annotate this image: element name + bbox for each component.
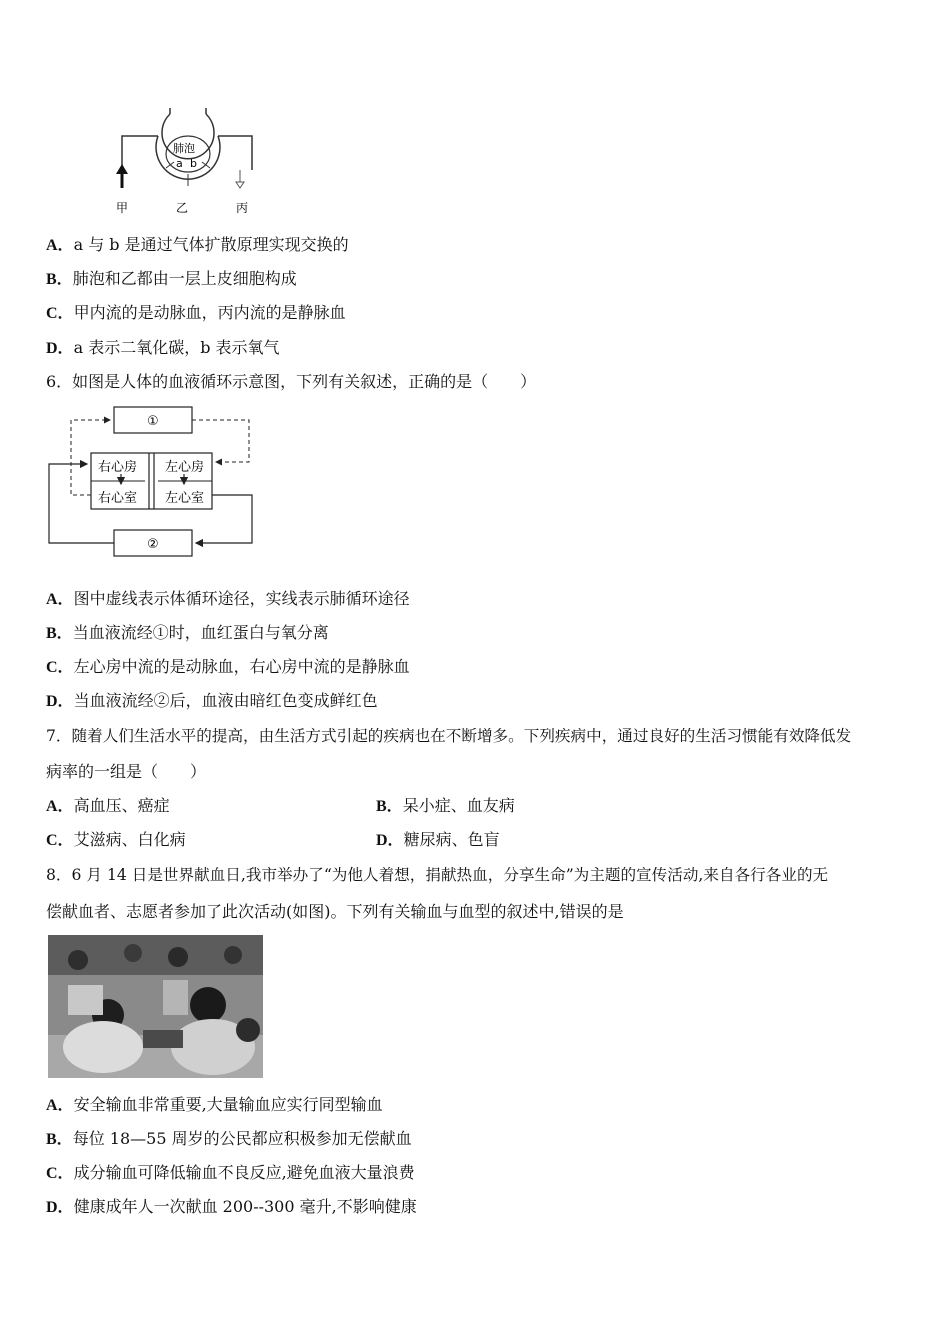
vessel-jia-label: 甲 [116, 201, 129, 215]
option-letter: B． [46, 271, 73, 288]
option-text: 成分输血可降低输血不良反应,避免血液大量浪费 [73, 1163, 415, 1182]
option-text: 每位 18—55 周岁的公民都应积极参加无偿献血 [72, 1129, 412, 1148]
option-text: 甲内流的是动脉血，丙内流的是静脉血 [73, 303, 346, 322]
q5-option-a [46, 234, 349, 257]
option-letter: A． [46, 591, 74, 608]
option-letter: A． [46, 1097, 74, 1114]
option-text: 糖尿病、色盲 [403, 830, 500, 849]
box-1-label: ① [147, 414, 159, 429]
option-text: 高血压、癌症 [73, 796, 170, 815]
q8-option-b [46, 1128, 412, 1151]
option-letter: D． [46, 340, 74, 357]
option-text: 艾滋病、白化病 [73, 830, 186, 849]
option-letter: B． [46, 1131, 73, 1148]
option-letter: C． [46, 1165, 74, 1182]
q5-option-c [46, 302, 346, 325]
q7-option-d [376, 829, 500, 852]
option-letter: C． [46, 832, 74, 849]
alveolus-label: 肺泡 [173, 142, 195, 155]
q6-option-b [46, 622, 329, 645]
q7-option-b [376, 795, 515, 818]
blood-donation-photo [48, 935, 263, 1078]
option-letter: A． [46, 237, 74, 254]
option-letter: D． [46, 1199, 74, 1216]
q8-option-a [46, 1094, 383, 1117]
option-letter: C． [46, 305, 74, 322]
q7-stem-line-2: 病率的一组是（ ） [46, 762, 207, 781]
option-letter: B． [376, 798, 403, 815]
gas-a-label: a [176, 157, 183, 170]
option-text: 安全输血非常重要,大量输血应实行同型输血 [73, 1095, 383, 1114]
q7-option-c [46, 829, 186, 852]
option-text: 当血液流经①时，血红蛋白与氧分离 [72, 623, 329, 642]
option-text: a 表示二氧化碳，b 表示氧气 [73, 338, 280, 357]
option-letter: C． [46, 659, 74, 676]
q7-option-a [46, 795, 170, 818]
right-ventricle-label: 右心室 [98, 491, 138, 506]
vessel-yi-label: 乙 [176, 201, 189, 215]
right-atrium-label: 右心房 [98, 460, 138, 475]
option-letter: B． [46, 625, 73, 642]
left-atrium-label: 左心房 [165, 460, 205, 475]
q6-option-c [46, 656, 410, 679]
vessel-bing-label: 丙 [236, 201, 249, 215]
option-text: 肺泡和乙都由一层上皮细胞构成 [72, 269, 297, 288]
q6-option-a [46, 588, 410, 611]
option-text: a 与 b 是通过气体扩散原理实现交换的 [73, 235, 349, 254]
option-letter: D． [46, 693, 74, 710]
q5-option-d [46, 337, 280, 360]
option-letter: A． [46, 798, 74, 815]
box-2-label: ② [147, 537, 159, 552]
q6-option-d [46, 690, 378, 713]
q5-option-b [46, 268, 297, 291]
option-text: 健康成年人一次献血 200--300 毫升,不影响健康 [73, 1197, 417, 1216]
gas-b-label: b [190, 157, 197, 170]
option-letter: D． [376, 832, 404, 849]
option-text: 呆小症、血友病 [402, 796, 515, 815]
q8-stem-line-2: 偿献血者、志愿者参加了此次活动(如图)。下列有关输血与血型的叙述中,错误的是 [46, 902, 624, 921]
option-text: 左心房中流的是动脉血，右心房中流的是静脉血 [73, 657, 410, 676]
q8-option-c [46, 1162, 415, 1185]
alveolus-capillary-figure [110, 108, 270, 218]
option-text: 当血液流经②后，血液由暗红色变成鲜红色 [73, 691, 378, 710]
q8-option-d [46, 1196, 417, 1219]
option-text: 图中虚线表示体循环途径，实线表示肺循环途径 [73, 589, 410, 608]
blood-circulation-diagram [44, 400, 259, 562]
q8-stem-line-1: 8．6 月 14 日是世界献血日,我市举办了“为他人着想，捐献热血，分享生命”为主题的宣传活动,来自各行各业的无 [46, 866, 829, 884]
left-ventricle-label: 左心室 [165, 491, 205, 506]
q7-stem-line-1: 7．随着人们生活水平的提高，由生活方式引起的疾病也在不断增多。下列疾病中，通过良好的生活习惯能有效降低发 [46, 727, 852, 745]
q6-stem: 6．如图是人体的血液循环示意图，下列有关叙述，正确的是（ ） [46, 372, 537, 391]
